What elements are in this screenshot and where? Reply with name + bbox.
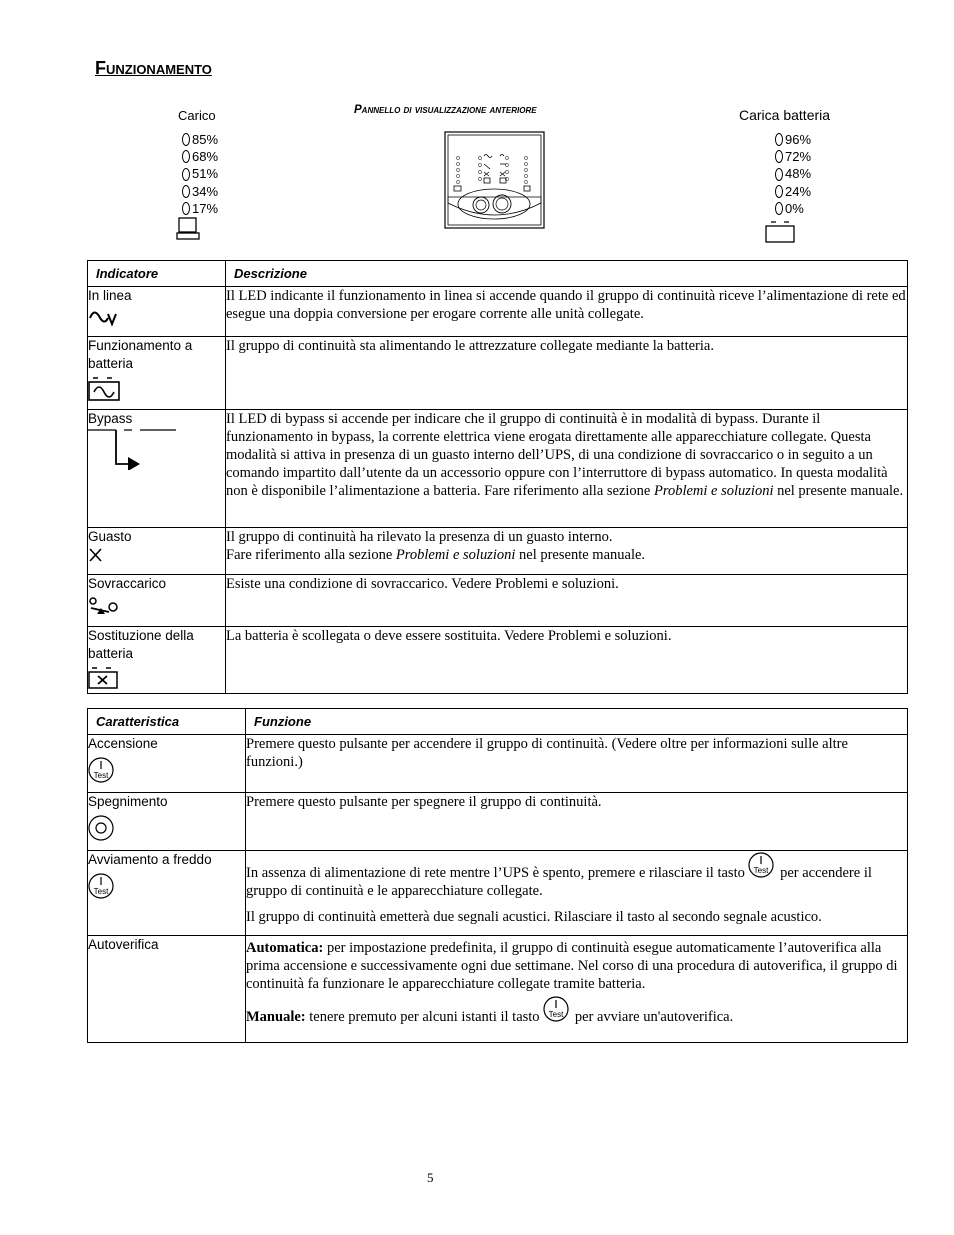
description-bold: Automatica: [246,940,324,956]
test-label: Test [548,1010,564,1019]
indicator-cell [88,528,226,575]
panel-title: Pannello di visualizzazione anteriore [354,104,537,116]
table-row [88,627,908,694]
description-cell [226,528,908,575]
battery-level: 96% [785,132,812,147]
led-icon [182,202,190,215]
battery-level: 0% [785,200,804,216]
load-level: 34% [192,183,219,199]
description-text: nel presente manuale. [515,547,646,563]
description-italic: Problemi e soluzioni [653,483,774,499]
indicator-name: Sostituzione della batteria [88,628,194,661]
description-cell: La batteria è scollegata o deve essere sostituita. Vedere Problemi e soluzioni. [226,627,908,694]
power-off-button-icon [88,814,116,842]
battery-led-row [775,131,811,148]
battery-led-row [775,165,811,182]
indicator-name: Funzionamento a batteria [88,338,193,371]
table-row [88,337,908,410]
indicator-cell [88,337,226,410]
description-cell [246,851,908,936]
description-cell [226,410,908,528]
features-table [87,708,908,1043]
battery-led-list [775,131,811,217]
description-text: Fare riferimento alla sezione [226,547,396,563]
power-test-button-icon [748,851,776,879]
power-test-button-icon [543,995,571,1023]
bypass-icon [88,422,178,470]
front-panel-drawing [444,131,545,229]
power-test-button-icon [88,756,116,784]
indicator-cell [88,627,226,694]
test-label: Test [93,887,109,896]
table-row [88,851,908,936]
table-row [88,287,908,337]
indicator-name: Bypass [88,411,133,426]
led-icon [182,150,190,163]
test-label: Test [754,866,769,875]
battery-level: 48% [785,166,812,182]
battery-sine-icon [88,376,122,402]
indicator-name: In linea [88,288,132,303]
description-text: tenere premuto per alcuni istanti il tasto [305,1009,540,1025]
description-text: per accendere il gruppo di continuità e le apparecchiature collegate. [246,865,872,899]
feature-name: Avviamento a freddo [88,852,212,867]
battery-level: 72% [785,149,812,165]
column-header: Descrizione [226,261,908,287]
description-cell: Il LED indicante il funzionamento in linea si accende quando il gruppo di continuità riceve l’alimentazione di rete ed esegue una doppia conversione per erogare corrente alle unità collegate. [226,287,908,337]
section-title: Funzionamento [95,58,212,78]
power-test-button-icon [88,872,116,900]
table-row [88,410,908,528]
overload-icon [88,596,120,618]
description-text: Il gruppo di continuità ha rilevato la presenza di un guasto interno. [226,529,613,545]
indicator-name: Sovraccarico [88,576,167,591]
led-icon [775,202,783,215]
table-header-row [88,261,908,287]
led-icon [775,150,783,163]
feature-name: Accensione [88,736,158,751]
led-icon [775,168,783,181]
feature-cell [88,851,246,936]
column-header: Indicatore [88,261,226,287]
indicators-table [87,260,908,694]
load-led-row [182,131,218,148]
load-icon [176,217,202,241]
description-text: per impostazione predefinita, il gruppo di continuità esegue automaticamente l’autoverifica alla prima accensione e successivamente ogni due settimane. Nel corso di una procedura di autoverifica, il gruppo di continuità fa funzionare le apparecchiature collegate tramite batteria. [246,940,898,992]
page-number: 5 [427,1170,434,1185]
description-cell: Il gruppo di continuità sta alimentando le attrezzature collegate mediante la batteria. [226,337,908,410]
load-title: Carico [178,108,216,123]
battery-led-row [775,148,811,165]
feature-name: Autoverifica [88,937,159,952]
description-text: In assenza di alimentazione di rete mentre l’UPS è spento, premere e rilasciare il tasto [246,865,745,881]
battery-level: 24% [785,183,812,199]
load-level: 85% [192,132,219,147]
indicator-cell [88,575,226,627]
description-cell: Premere questo pulsante per accendere il gruppo di continuità. (Vedere oltre per informazioni sulle altre funzioni.) [246,735,908,793]
table-row [88,936,908,1043]
led-icon [775,185,783,198]
load-led-row [182,200,218,217]
load-led-row [182,165,218,182]
test-label: Test [93,771,109,780]
table-header-row [88,709,908,735]
description-cell: Premere questo pulsante per spegnere il gruppo di continuità. [246,793,908,851]
description-italic: Problemi e soluzioni [395,547,516,563]
feature-name: Spegnimento [88,794,168,809]
battery-replace-icon [88,666,120,690]
indicator-cell [88,410,226,528]
description-text: Il LED di bypass si accende per indicare che il gruppo di continuità è in modalità di bypass. Durante il funzionamento in bypass, la corrente elettrica viene erogata direttamente alle apparecchiature collegate. Questa modalità si attiva in presenza di un guasto interno dell’UPS, di una condizione di sovraccarico o in seguito a un comando impartito dall’utente da un accessorio oppure con l’interruttore di bypass automatico. In questa modalità non è disponibile l’alimentazione a batteria. Fare riferimento alla sezione [226,411,888,499]
load-led-row [182,148,218,165]
fault-x-icon [88,547,104,563]
led-icon [775,133,783,146]
column-header: Caratteristica [88,709,246,735]
led-icon [182,185,190,198]
led-icon [182,133,190,146]
sine-wave-icon [88,308,120,330]
description-text: per avviare un'autoverifica. [574,1009,734,1025]
battery-icon [765,219,797,245]
description-cell [246,936,908,1043]
feature-cell [88,793,246,851]
load-level: 68% [192,149,219,165]
battery-led-row [775,200,811,217]
feature-cell [88,936,246,1043]
description-bold: Manuale: [246,1009,306,1025]
column-header: Funzione [246,709,908,735]
load-led-row [182,183,218,200]
battery-led-row [775,183,811,200]
load-level: 17% [192,200,219,216]
load-level: 51% [192,166,219,182]
description-cell: Esiste una condizione di sovraccarico. Vedere Problemi e soluzioni. [226,575,908,627]
battery-title: Carica batteria [739,107,831,123]
indicator-cell [88,287,226,337]
table-row [88,528,908,575]
description-text: nel presente manuale. [773,483,904,499]
description-text: Il gruppo di continuità emetterà due segnali acustici. Rilasciare il tasto al secondo segnale acustico. [246,909,822,925]
load-led-list [182,131,218,217]
feature-cell [88,735,246,793]
indicator-name: Guasto [88,529,132,544]
table-row [88,793,908,851]
led-icon [182,168,190,181]
table-row [88,575,908,627]
table-row [88,735,908,793]
